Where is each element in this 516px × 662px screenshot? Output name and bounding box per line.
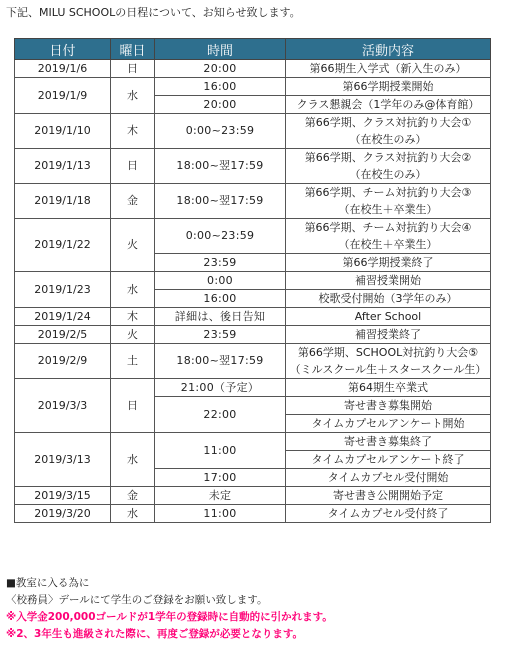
- activity-cell: 第66学期授業終了: [286, 254, 491, 272]
- time-cell: 20:00: [155, 96, 286, 114]
- weekday-cell: 木: [111, 308, 155, 326]
- weekday-cell: 火: [111, 219, 155, 272]
- date-cell: 2019/1/22: [15, 219, 111, 272]
- activity-cell: （在校生＋卒業生）: [286, 201, 491, 219]
- activity-cell: タイムカプセルアンケート開始: [286, 415, 491, 433]
- time-cell: 16:00: [155, 290, 286, 308]
- table-row: [15, 114, 491, 132]
- time-cell: 11:00: [155, 505, 286, 523]
- weekday-cell: 水: [111, 272, 155, 308]
- table-row: [15, 272, 491, 290]
- table-row: [15, 308, 491, 326]
- weekday-cell: 日: [111, 379, 155, 433]
- date-cell: 2019/1/13: [15, 149, 111, 184]
- header-activity: 活動内容: [286, 39, 491, 60]
- weekday-cell: 金: [111, 487, 155, 505]
- table-row: [15, 78, 491, 96]
- weekday-cell: 水: [111, 505, 155, 523]
- activity-cell: 補習授業終了: [286, 326, 491, 344]
- activity-cell: 寄せ書き募集終了: [286, 433, 491, 451]
- table-row: [15, 487, 491, 505]
- table-header-row: [15, 39, 491, 60]
- time-cell: 0:00~23:59: [155, 219, 286, 254]
- time-cell: 22:00: [155, 397, 286, 433]
- date-cell: 2019/3/20: [15, 505, 111, 523]
- table-row: [15, 326, 491, 344]
- note-heading: ■教室に入る為に: [6, 577, 90, 589]
- activity-cell: クラス懇親会（1学年のみ@体育館）: [286, 96, 491, 114]
- time-cell: 未定: [155, 487, 286, 505]
- time-cell: 23:59: [155, 326, 286, 344]
- time-cell: 0:00~23:59: [155, 114, 286, 149]
- activity-cell: 第64期生卒業式: [286, 379, 491, 397]
- date-cell: 2019/1/10: [15, 114, 111, 149]
- time-cell: 18:00~翌17:59: [155, 184, 286, 219]
- activity-cell: 第66学期、チーム対抗釣り大会④: [286, 219, 491, 237]
- date-cell: 2019/1/18: [15, 184, 111, 219]
- header-weekday: 曜日: [111, 39, 155, 60]
- activity-cell: 寄せ書き公開開始予定: [286, 487, 491, 505]
- activity-cell: （在校生のみ）: [286, 166, 491, 184]
- intro-text: 下記、MILU SCHOOLの日程について、お知らせ致します。: [6, 6, 301, 19]
- weekday-cell: 木: [111, 114, 155, 149]
- activity-cell: 第66学期、クラス対抗釣り大会②: [286, 149, 491, 167]
- table-row: [15, 505, 491, 523]
- activity-cell: After School: [286, 308, 491, 326]
- activity-cell: （在校生のみ）: [286, 131, 491, 149]
- weekday-cell: 火: [111, 326, 155, 344]
- table-row: [15, 344, 491, 362]
- time-cell: 18:00~翌17:59: [155, 149, 286, 184]
- activity-cell: 第66学期、チーム対抗釣り大会③: [286, 184, 491, 202]
- time-cell: 16:00: [155, 78, 286, 96]
- schedule-table: [14, 38, 491, 523]
- time-cell: 23:59: [155, 254, 286, 272]
- time-cell: 20:00: [155, 60, 286, 78]
- activity-cell: タイムカプセルアンケート終了: [286, 451, 491, 469]
- activity-cell: 第66期生入学式（新入生のみ）: [286, 60, 491, 78]
- note-warning-fee: ※入学金200,000ゴールドが1学年の登録時に自動的に引かれます。: [6, 611, 333, 623]
- header-date: 日付: [15, 39, 111, 60]
- date-cell: 2019/1/24: [15, 308, 111, 326]
- date-cell: 2019/3/15: [15, 487, 111, 505]
- note-warning-reregister: ※2、3年生も進級された際に、再度ご登録が必要となります。: [6, 628, 303, 640]
- time-cell: 11:00: [155, 433, 286, 469]
- time-cell: 詳細は、後日告知: [155, 308, 286, 326]
- table-row: [15, 379, 491, 397]
- date-cell: 2019/2/9: [15, 344, 111, 379]
- table-row: [15, 184, 491, 202]
- header-time: 時間: [155, 39, 286, 60]
- activity-cell: （在校生＋卒業生）: [286, 236, 491, 254]
- time-cell: 21:00（予定）: [155, 379, 286, 397]
- date-cell: 2019/3/13: [15, 433, 111, 487]
- weekday-cell: 水: [111, 433, 155, 487]
- time-cell: 17:00: [155, 469, 286, 487]
- activity-cell: 第66学期授業開始: [286, 78, 491, 96]
- notes-section: [6, 575, 333, 643]
- weekday-cell: 日: [111, 60, 155, 78]
- activity-cell: 第66学期、SCHOOL対抗釣り大会⑤: [286, 344, 491, 362]
- activity-cell: （ミルスクール生＋スタースクール生）: [286, 361, 491, 379]
- activity-cell: タイムカプセル受付開始: [286, 469, 491, 487]
- weekday-cell: 土: [111, 344, 155, 379]
- time-cell: 0:00: [155, 272, 286, 290]
- weekday-cell: 金: [111, 184, 155, 219]
- activity-cell: 校歌受付開始（3学年のみ）: [286, 290, 491, 308]
- table-row: [15, 433, 491, 451]
- activity-cell: 寄せ書き募集開始: [286, 397, 491, 415]
- note-registration: 〈校務員〉デールにて学生のご登録をお願い致します。: [6, 594, 268, 606]
- table-row: [15, 60, 491, 78]
- time-cell: 18:00~翌17:59: [155, 344, 286, 379]
- table-row: [15, 149, 491, 167]
- activity-cell: タイムカプセル受付終了: [286, 505, 491, 523]
- weekday-cell: 日: [111, 149, 155, 184]
- activity-cell: 第66学期、クラス対抗釣り大会①: [286, 114, 491, 132]
- date-cell: 2019/1/6: [15, 60, 111, 78]
- table-row: [15, 219, 491, 237]
- weekday-cell: 水: [111, 78, 155, 114]
- date-cell: 2019/1/9: [15, 78, 111, 114]
- date-cell: 2019/1/23: [15, 272, 111, 308]
- date-cell: 2019/2/5: [15, 326, 111, 344]
- activity-cell: 補習授業開始: [286, 272, 491, 290]
- date-cell: 2019/3/3: [15, 379, 111, 433]
